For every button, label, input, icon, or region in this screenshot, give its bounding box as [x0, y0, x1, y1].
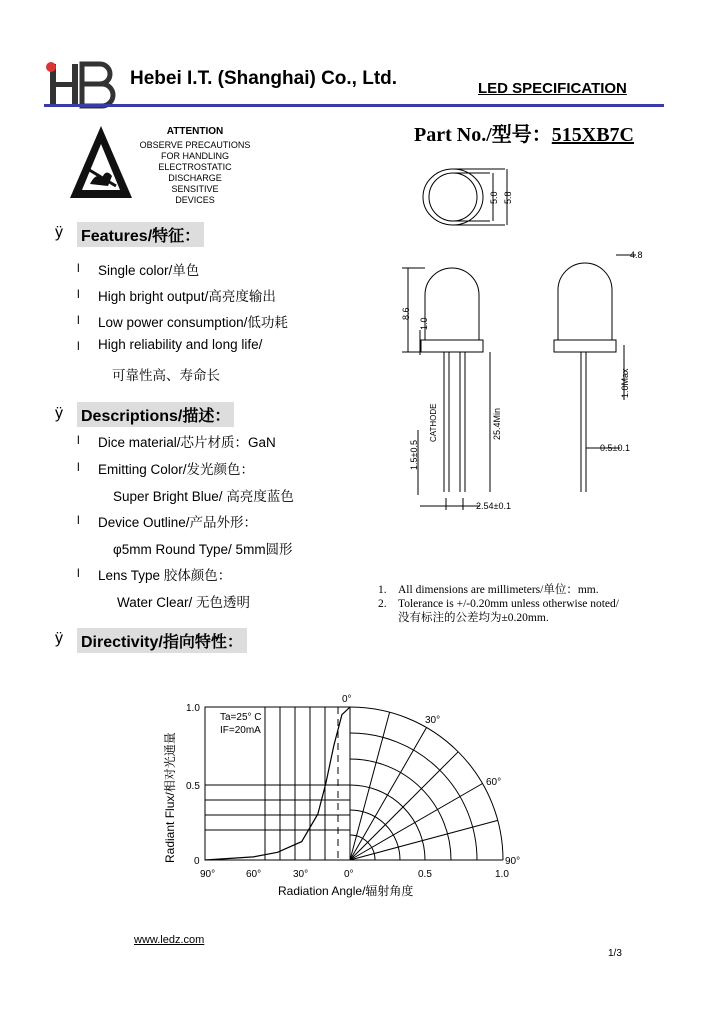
note-text: All dimensions are millimeters/单位：mm. — [398, 584, 599, 596]
dim-label: 1.0 — [419, 317, 429, 330]
list-marker: l — [77, 460, 80, 474]
dim-label: 4.8 — [630, 250, 643, 260]
list-marker: l — [77, 433, 80, 447]
polar-angle-label: 90° — [505, 856, 521, 867]
side-lens — [558, 263, 612, 340]
dim-label: 25.4Min — [492, 407, 502, 440]
section-marker: ÿ — [55, 224, 63, 241]
header-divider — [44, 104, 664, 107]
list-item: Low power consumption/低功耗 — [98, 315, 288, 330]
section-marker: ÿ — [55, 405, 63, 422]
front-lens — [425, 268, 479, 340]
directivity-chart — [150, 685, 530, 900]
dimension-notes — [378, 583, 619, 625]
note-line — [378, 597, 619, 611]
descriptions-heading: Descriptions/描述： — [77, 402, 234, 427]
dim-label: 5.8 — [503, 191, 513, 204]
emitting-color: Emitting Color/发光颜色： — [98, 462, 255, 477]
side-flange — [554, 340, 616, 352]
company-logo — [44, 58, 122, 110]
esd-line: DEVICES — [175, 195, 215, 205]
x-axis-label: Radiation Angle/辐射角度 — [278, 884, 414, 898]
dim-label: 1.5±0.5 — [409, 440, 419, 470]
esd-warning-icon — [68, 124, 134, 202]
list-item: High reliability and long life/ — [98, 337, 263, 352]
chart-condition: IF=20mA — [220, 725, 261, 736]
features-heading: Features/特征： — [77, 222, 204, 247]
note-num: 2. — [378, 598, 387, 610]
part-value: 515XB7C — [551, 124, 634, 146]
list-marker: l — [77, 287, 80, 301]
dim-label: 5.0 — [489, 191, 499, 204]
cathode-label: CATHODE — [429, 403, 438, 442]
website-link[interactable]: www.ledz.com — [134, 934, 205, 946]
dim-label: 0.5±0.1 — [600, 443, 630, 453]
x-tick-label: 90° — [200, 869, 216, 880]
list-item: High bright output/高亮度输出 — [98, 289, 276, 304]
esd-line: FOR HANDLING — [160, 151, 229, 161]
dice-material: Dice material/芯片材质：GaN — [98, 435, 276, 450]
list-item-continuation: 可靠性高、寿命长 — [112, 368, 220, 383]
chart-condition: Ta=25° C — [220, 712, 262, 723]
esd-line: SENSITIVE — [171, 184, 219, 194]
emitting-color-value: Super Bright Blue/ 高亮度蓝色 — [113, 489, 294, 504]
lens-type-value: Water Clear/ 无色透明 — [117, 595, 251, 610]
note-text: Tolerance is +/-0.20mm unless otherwise noted/ — [398, 598, 619, 610]
x-tick-label: 0.5 — [418, 869, 432, 880]
y-axis-label: Radiant Flux/相对光通量 — [163, 732, 177, 863]
dim-label: 1.0Max — [620, 368, 630, 398]
device-outline: Device Outline/产品外形： — [98, 515, 258, 530]
note-num: 1. — [378, 584, 387, 596]
page-number: 1/3 — [608, 948, 622, 959]
led-dimension-drawing — [380, 160, 680, 520]
list-marker: l — [77, 513, 80, 527]
lens-type: Lens Type 胶体颜色： — [98, 568, 232, 583]
dim-label: 2.54±0.1 — [476, 501, 511, 511]
y-tick-label: 1.0 — [186, 703, 200, 714]
polar-angle-label: 0° — [342, 694, 352, 705]
esd-line: DISCHARGE — [168, 173, 222, 183]
list-marker: l — [77, 566, 80, 580]
list-marker: l — [77, 261, 80, 275]
x-tick-label: 1.0 — [495, 869, 509, 880]
front-flange — [421, 340, 483, 352]
directivity-heading: Directivity/指向特性： — [77, 628, 247, 653]
company-name: Hebei I.T. (Shanghai) Co., Ltd. — [130, 68, 398, 89]
note-line — [378, 611, 619, 625]
esd-title: ATTENTION — [166, 126, 224, 137]
dim-label: 8.6 — [401, 307, 411, 320]
x-tick-label: 0° — [344, 869, 354, 880]
polar-angle-label: 60° — [486, 777, 502, 788]
esd-line: OBSERVE PRECAUTIONS — [139, 140, 251, 150]
esd-notice — [135, 126, 255, 206]
top-view-inner — [429, 173, 477, 221]
list-item: Single color/单色 — [98, 263, 200, 278]
y-tick-label: 0.5 — [186, 781, 200, 792]
device-outline-value: φ5mm Round Type/ 5mm圆形 — [113, 542, 293, 557]
x-tick-label: 60° — [246, 869, 262, 880]
y-tick-label: 0 — [194, 856, 200, 867]
list-marker: l — [77, 339, 80, 353]
section-marker: ÿ — [55, 630, 63, 647]
note-line — [378, 583, 619, 597]
part-number — [414, 118, 634, 147]
x-tick-label: 30° — [293, 869, 309, 880]
polar-arcs — [350, 707, 503, 860]
part-label: Part No./型号： — [414, 124, 552, 146]
list-marker: l — [77, 313, 80, 327]
note-text: 没有标注的公差均为±0.20mm. — [398, 612, 549, 624]
spec-title: LED SPECIFICATION — [478, 80, 627, 97]
esd-line: ELECTROSTATIC — [158, 162, 232, 172]
top-view-outer — [423, 169, 483, 225]
polar-angle-label: 30° — [425, 715, 441, 726]
